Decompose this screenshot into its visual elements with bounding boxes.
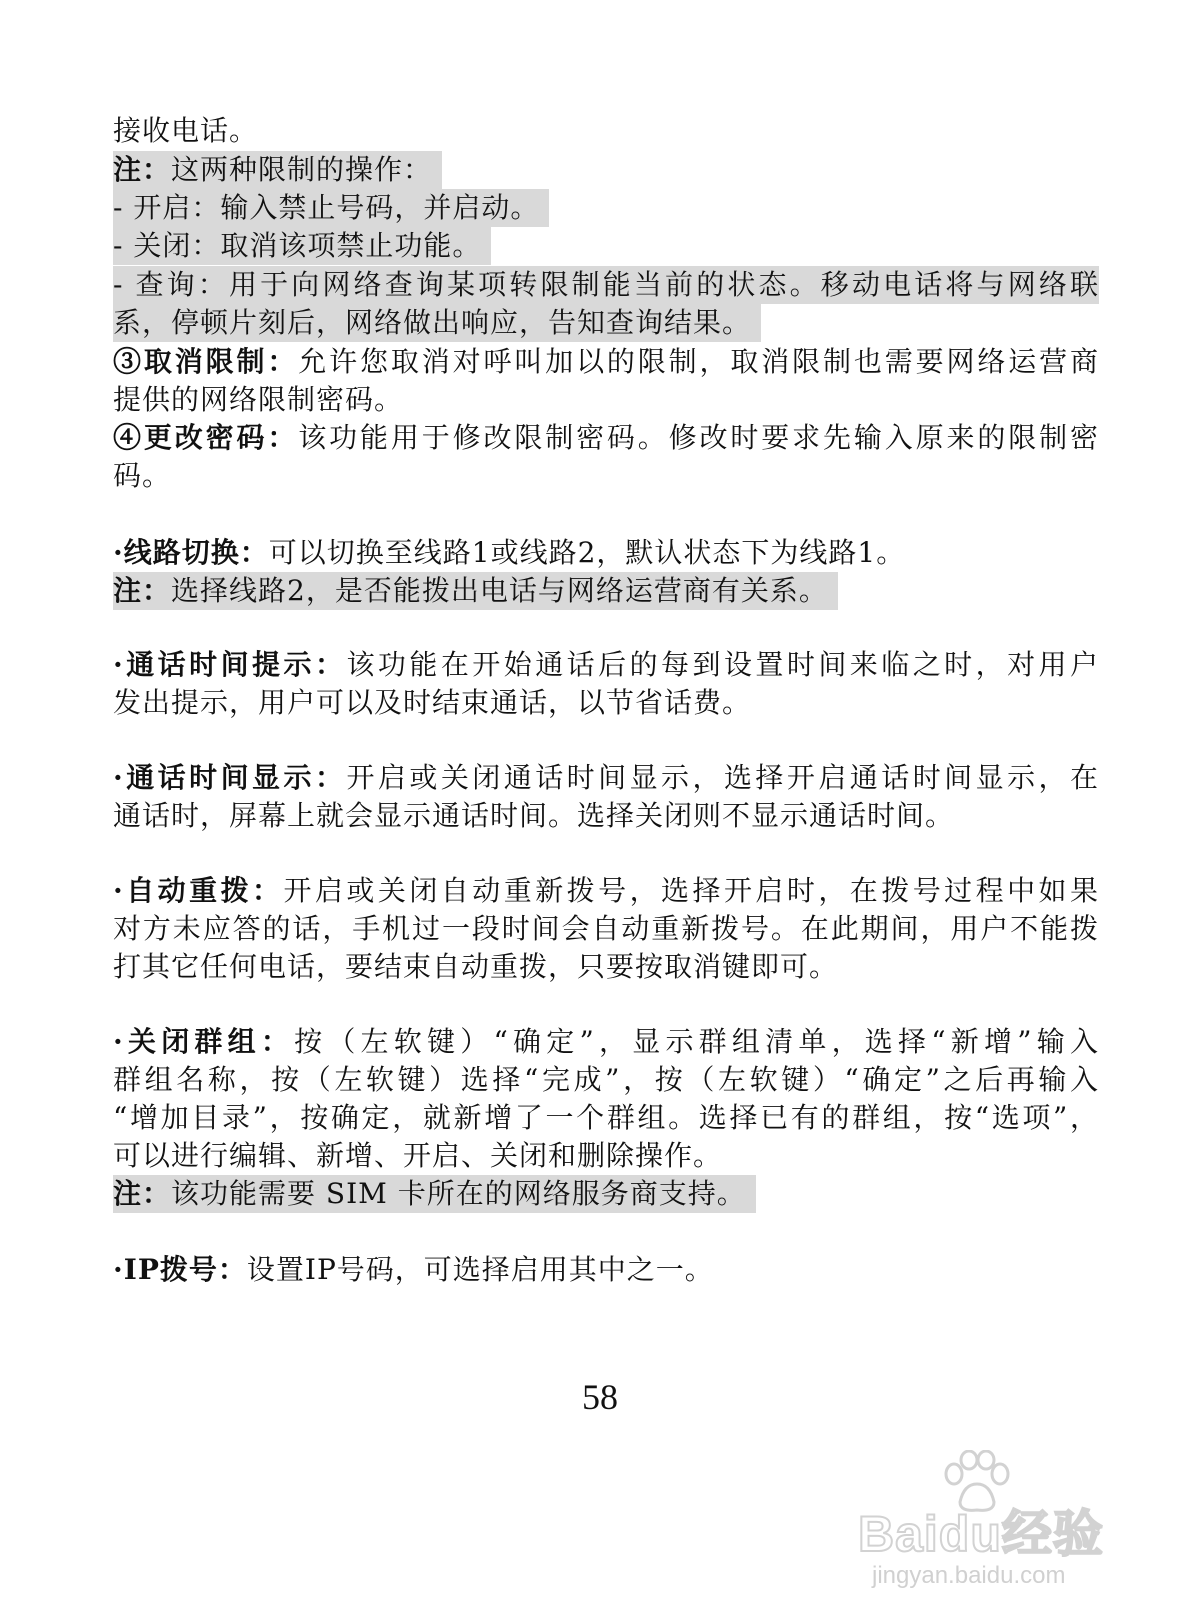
note-line: - 查询：用于向网络查询某项转限制能当前的状态。移动电话将与网络联 (113, 266, 1099, 304)
text-line: ·关闭群组：按（左软键）“确定”，显示群组清单，选择“新增”输入 (113, 1025, 1100, 1058)
text-line: 发出提示，用户可以及时结束通话，以节省话费。 (113, 686, 752, 719)
text-line: 可以进行编辑、新增、开启、关闭和删除操作。 (113, 1139, 723, 1172)
item-heading: ④更改密码： (113, 421, 299, 454)
text-line: ·IP拨号：设置IP号码，可选择启用其中之一。 (113, 1253, 714, 1286)
text-line: ·自动重拨：开启或关闭自动重新拨号，选择开启时，在拨号过程中如果 (113, 874, 1099, 907)
text-line: 通话时，屏幕上就会显示通话时间。选择关闭则不显示通话时间。 (113, 799, 955, 832)
note-line: 注：该功能需要 SIM 卡所在的网络服务商支持。 (113, 1175, 756, 1213)
section-heading: ·IP拨号： (113, 1253, 247, 1286)
note-line: 注：选择线路2，是否能拨出电话与网络运营商有关系。 (113, 572, 838, 610)
text-line: ·通话时间显示：开启或关闭通话时间显示，选择开启通话时间显示，在 (113, 761, 1100, 794)
text-line: “增加目录”，按确定，就新增了一个群组。选择已有的群组，按“选项”， (113, 1101, 1099, 1134)
section-heading: ·通话时间显示： (113, 761, 347, 794)
watermark-url: jingyan.baidu.com (872, 1562, 1066, 1589)
text-line: 接收电话。 (113, 114, 259, 147)
note-line: 系，停顿片刻后，网络做出响应，告知查询结果。 (113, 304, 761, 342)
watermark-brand: Baidu经验 (858, 1506, 1104, 1562)
text-line: 群组名称，按（左软键）选择“完成”，按（左软键）“确定”之后再输入 (113, 1063, 1099, 1096)
text-line: 打其它任何电话，要结束自动重拨，只要按取消键即可。 (113, 950, 839, 983)
note-line: - 开启：输入禁止号码，并启动。 (113, 189, 549, 227)
note-label: 注： (113, 153, 172, 186)
note-label: 注： (113, 1177, 172, 1210)
text-line: ③取消限制：允许您取消对呼叫加以的限制，取消限制也需要网络运营商 (113, 345, 1099, 378)
text-line: 码。 (113, 459, 172, 492)
section-heading: ·线路切换： (113, 536, 269, 569)
section-heading: ·自动重拨： (113, 874, 284, 907)
text-line: 对方未应答的话，手机过一段时间会自动重新拨号。在此期间，用户不能拨 (113, 912, 1099, 945)
section-heading: ·通话时间提示： (113, 648, 347, 681)
text-line: ·通话时间提示：该功能在开始通话后的每到设置时间来临之时，对用户 (113, 648, 1100, 681)
text-line: ·线路切换：可以切换至线路1或线路2，默认状态下为线路1。 (113, 536, 906, 569)
text-line: ④更改密码：该功能用于修改限制密码。修改时要求先输入原来的限制密 (113, 421, 1099, 454)
page-number: 58 (582, 1377, 618, 1417)
baidu-watermark (858, 1450, 1158, 1600)
note-line: 注：这两种限制的操作： (113, 151, 442, 189)
note-label: 注： (113, 574, 172, 607)
note-line: - 关闭：取消该项禁止功能。 (113, 227, 491, 265)
section-heading: ·关闭群组： (113, 1025, 295, 1058)
item-heading: ③取消限制： (113, 345, 299, 378)
text-line: 提供的网络限制密码。 (113, 383, 404, 416)
